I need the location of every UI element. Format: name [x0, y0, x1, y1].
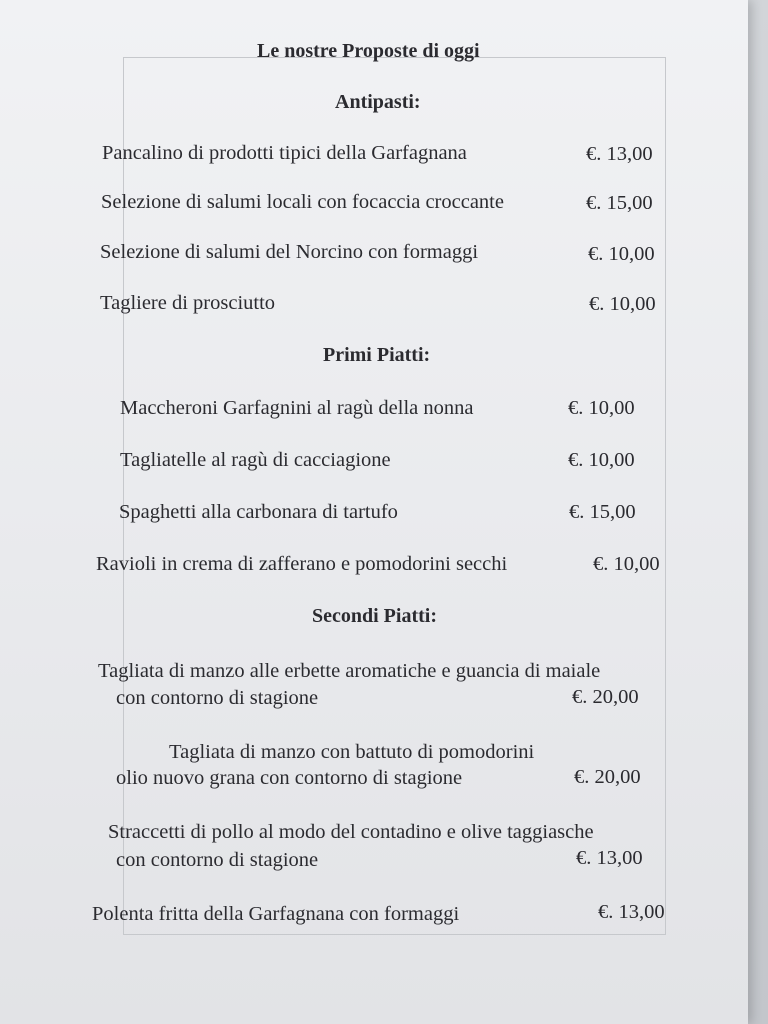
- menu-item-price: €. 10,00: [588, 243, 655, 265]
- menu-item-name: Polenta fritta della Garfagnana con formaggi: [92, 903, 460, 925]
- menu-item-line1: Tagliata di manzo alle erbette aromatiche e guancia di maiale: [98, 660, 601, 682]
- section-heading-antipasti: Antipasti:: [335, 91, 421, 113]
- menu-item-price: €. 20,00: [574, 766, 641, 788]
- section-heading-primi: Primi Piatti:: [323, 344, 431, 366]
- menu-item-price: €. 13,00: [586, 143, 653, 165]
- menu-item-name: Tagliatelle al ragù di cacciagione: [120, 449, 391, 471]
- menu-item-line1: Straccetti di pollo al modo del contadino e olive taggiasche: [108, 821, 594, 843]
- menu-item-name: Selezione di salumi locali con focaccia croccante: [101, 191, 504, 213]
- menu-item-price: €. 15,00: [586, 192, 653, 214]
- menu-item-line2: con contorno di stagione: [116, 849, 319, 871]
- menu-item-price: €. 15,00: [569, 501, 636, 523]
- menu-item-name: Maccheroni Garfagnini al ragù della nonna: [120, 397, 474, 419]
- menu-item-price: €. 10,00: [589, 293, 656, 315]
- menu-item-price: €. 10,00: [568, 397, 635, 419]
- menu-item-price: €. 13,00: [576, 847, 643, 869]
- menu-item-name: Selezione di salumi del Norcino con formaggi: [100, 241, 479, 263]
- menu-item-price: €. 20,00: [572, 686, 639, 708]
- menu-item-price: €. 10,00: [593, 553, 660, 575]
- menu-item-name: Tagliere di prosciutto: [100, 292, 276, 314]
- menu-item-price: €. 13,00: [598, 901, 665, 923]
- menu-item-line2: olio nuovo grana con contorno di stagione: [116, 767, 463, 789]
- menu-title: Le nostre Proposte di oggi: [257, 40, 480, 62]
- menu-item-name: Ravioli in crema di zafferano e pomodorini secchi: [96, 553, 508, 575]
- menu-item-name: Pancalino di prodotti tipici della Garfagnana: [102, 142, 467, 164]
- menu-item-line2: con contorno di stagione: [116, 687, 319, 709]
- menu-frame: [123, 57, 666, 935]
- menu-item-line1: Tagliata di manzo con battuto di pomodorini: [169, 741, 535, 763]
- section-heading-secondi: Secondi Piatti:: [312, 605, 437, 627]
- menu-item-price: €. 10,00: [568, 449, 635, 471]
- menu-item-name: Spaghetti alla carbonara di tartufo: [119, 501, 398, 523]
